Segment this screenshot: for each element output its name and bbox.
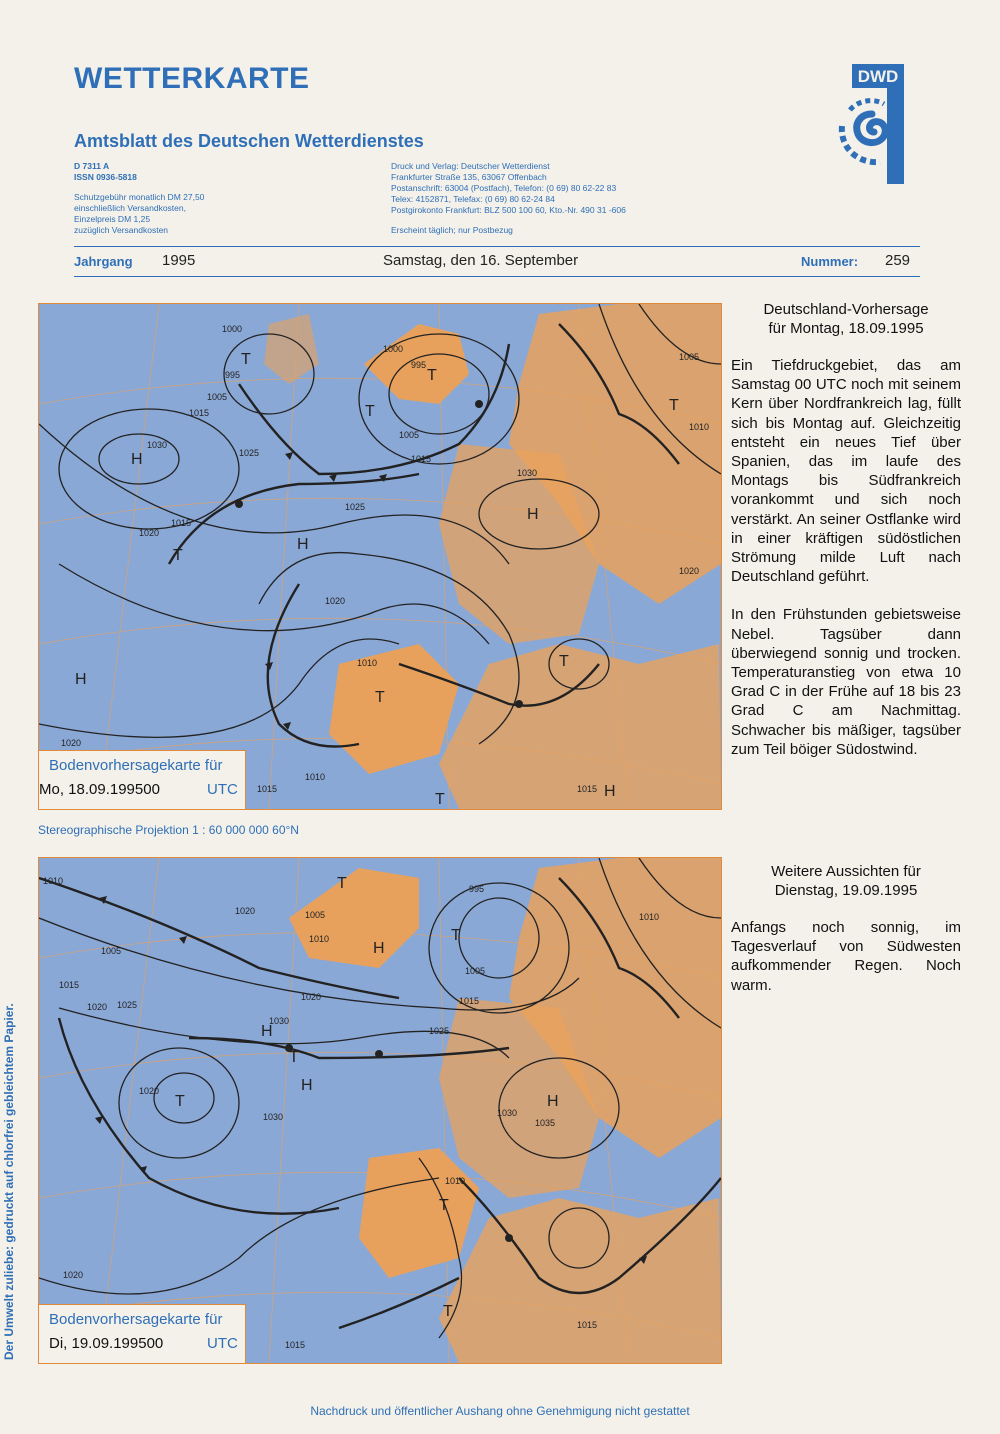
low-label: T — [173, 547, 183, 564]
high-label: H — [604, 783, 616, 800]
isobar-value: 1015 — [189, 408, 210, 418]
fee-info — [74, 192, 204, 236]
low-label: T — [443, 1303, 453, 1320]
isobar-value: 1020 — [139, 528, 160, 538]
cold-front-marker — [179, 936, 187, 944]
graticule-line — [99, 858, 159, 1363]
caption-time: 00 — [143, 781, 160, 798]
logo-bar — [887, 88, 904, 184]
isobar-value: 1015 — [577, 1320, 598, 1330]
publisher-line: Postanschrift: 63004 (Postfach), Telefon: (0 69) 80 62-22 83 — [391, 183, 617, 193]
logo-text: DWD — [857, 67, 899, 86]
isobar-value: 1005 — [679, 352, 700, 362]
isobar-value: 1015 — [459, 996, 480, 1006]
isobar-value: 1010 — [445, 1176, 466, 1186]
forecast-map-monday — [38, 303, 722, 810]
low-label: T — [451, 927, 461, 944]
issue-rule — [74, 276, 920, 277]
isobar-value: 995 — [225, 370, 241, 380]
masthead-subtitle: Amtsblatt des Deutschen Wetterdienstes — [74, 131, 424, 151]
warm-front-marker — [515, 700, 523, 708]
isobar-value: 1010 — [43, 876, 64, 886]
caption-utc: UTC — [207, 781, 238, 798]
isobar-value: 1005 — [465, 966, 486, 976]
issue-line — [74, 252, 920, 274]
isobar-value: 1020 — [87, 1002, 108, 1012]
low-label: T — [427, 367, 437, 384]
publisher-line: Druck und Verlag: Deutscher Wetterdienst — [391, 161, 550, 171]
fee-line: zuzüglich Versandkosten — [74, 225, 169, 235]
masthead-title: WETTERKARTE — [74, 62, 310, 95]
isobar-value: 1025 — [117, 1000, 138, 1010]
high-label: H — [547, 1093, 559, 1110]
outlook-paragraph: Anfangs noch sonnig, im Tagesverlauf von Südwesten aufkommender Regen. Noch warm. — [731, 919, 961, 994]
high-label: H — [297, 536, 309, 553]
caption-title: Bodenvorhersagekarte für — [49, 1311, 223, 1328]
isobar-value: 1030 — [263, 1112, 284, 1122]
forecast-paragraph: In den Frühstunden gebietsweise Nebel. Tagsüber dann überwiegend sonnig und trocken. Temperaturanstieg von etwa 10 Grad C in der Frühe auf 18 bis 23 Grad C am Nachmittag. Schwacher bis mäßiger, tagsüber zum Teil böiger Südostwind. — [731, 606, 961, 758]
caption-date — [49, 1335, 163, 1352]
projection-note: Stereographische Projektion 1 : 60 000 000 60°N — [38, 823, 299, 837]
low-label: T — [439, 1197, 449, 1214]
isobar-value: 1015 — [577, 784, 598, 794]
high-label: H — [527, 506, 539, 523]
warm-front-marker — [505, 1234, 513, 1242]
graticule-line — [269, 858, 299, 1363]
low-label: T — [175, 1093, 185, 1110]
caption-date-value: Di, 19.09.1995 — [49, 1335, 147, 1352]
isobar-value: 1020 — [139, 1086, 160, 1096]
outlook-heading-line: Dienstag, 19.09.1995 — [774, 882, 918, 899]
eco-note: Der Umwelt zuliebe: gedruckt auf chlorfrei gebleichtem Papier. — [2, 1003, 16, 1360]
volume-value: 1995 — [162, 252, 196, 269]
isobar-value: 995 — [411, 360, 427, 370]
isobar-value: 1030 — [147, 440, 168, 450]
caption-title: Bodenvorhersagekarte für — [49, 757, 223, 774]
isobar-value: 1000 — [222, 324, 243, 334]
dwd-logo-graphic — [822, 64, 922, 188]
map-graphic — [39, 304, 721, 809]
warm-front-marker — [235, 500, 243, 508]
publisher-line: Frankfurter Straße 135, 63067 Offenbach — [391, 172, 547, 182]
outlook-heading-line: Weitere Aussichten für — [771, 863, 921, 880]
low-label: T — [435, 791, 445, 808]
isobar — [39, 424, 509, 564]
outlook-column — [731, 862, 961, 995]
isobar-value: 1010 — [305, 772, 326, 782]
low-label: T — [365, 403, 375, 420]
isobar-value: 1020 — [235, 906, 256, 916]
isobar-value: 1020 — [63, 1270, 84, 1280]
isobar-value: 1005 — [305, 910, 326, 920]
publisher-line: Postgirokonto Frankfurt: BLZ 500 100 60, Kto.-Nr. 490 31 -606 — [391, 205, 626, 215]
land-iberia — [359, 1148, 479, 1278]
isobar-value: 1010 — [639, 912, 660, 922]
caption-utc: UTC — [207, 1335, 238, 1352]
high-label: H — [131, 451, 143, 468]
isobar-value: 1025 — [429, 1026, 450, 1036]
header-rule — [74, 246, 920, 247]
outlook-heading — [731, 862, 961, 900]
isobar — [59, 409, 239, 529]
isobar-value: 1010 — [309, 934, 330, 944]
forecast-paragraph: Ein Tiefdruckgebiet, das am Samstag 00 UTC noch mit seinem Kern über Nordfrankreich lag, füllt sich bis Montag auf. Gleichzeitig entsteht ein neues Tief über Spanien, das im laufe des Montags bis Südfrankreich vorankommt und sich noch verstärkt. An seiner Ostflanke wird in einer kräftigen südöstlichen Strömung milde Luft nach Deutschland geführt. — [731, 357, 961, 586]
fee-line: Schutzgebühr monatlich DM 27,50 — [74, 192, 205, 202]
map-caption — [39, 750, 246, 809]
isobar-value: 1030 — [497, 1108, 518, 1118]
land-iberia — [329, 644, 459, 774]
graticule-line — [99, 304, 159, 809]
isobar-value: 1005 — [101, 946, 122, 956]
high-label: H — [75, 671, 87, 688]
isobar-value: 1030 — [517, 468, 538, 478]
isobar-value: 1020 — [301, 992, 322, 1002]
warm-front-marker — [475, 400, 483, 408]
isobar-value: 1005 — [399, 430, 420, 440]
publisher-line: Telex: 4152871, Telefax: (0 69) 80 62-24 84 — [391, 194, 555, 204]
id-line: D 7311 A — [74, 161, 110, 171]
low-label: T — [375, 689, 385, 706]
isobar-value: 1025 — [345, 502, 366, 512]
isobar-value: 1020 — [679, 566, 700, 576]
isobar-value: 1020 — [325, 596, 346, 606]
publisher-info — [391, 161, 626, 216]
isobar-value: 1010 — [689, 422, 710, 432]
footer-note: Nachdruck und öffentlicher Aushang ohne Genehmigung nicht gestattet — [310, 1404, 690, 1418]
cold-front-marker — [329, 474, 337, 482]
high-label: H — [301, 1077, 313, 1094]
fee-line: einschließlich Versandkosten, — [74, 203, 186, 213]
caption-date — [39, 781, 160, 798]
caption-time: 00 — [146, 1335, 164, 1352]
isobar-value: 1005 — [207, 392, 228, 402]
isobar-value: 1035 — [535, 1118, 556, 1128]
low-label: T — [669, 397, 679, 414]
isobar-value: 1015 — [285, 1340, 306, 1350]
issue-date: Samstag, den 16. September — [383, 252, 579, 269]
low-label: T — [241, 351, 251, 368]
forecast-heading — [731, 300, 961, 338]
publication-ids — [74, 161, 137, 183]
isobar-value: 1015 — [257, 784, 278, 794]
low-label: T — [337, 875, 347, 892]
isobar-value: 1010 — [357, 658, 378, 668]
front-line — [169, 474, 419, 564]
forecast-column — [731, 300, 961, 759]
isobar-value: 995 — [469, 884, 485, 894]
issn-line: ISSN 0936-5818 — [74, 172, 137, 182]
isobar-value: 1025 — [239, 448, 260, 458]
frequency-note: Erscheint täglich; nur Postbezug — [391, 225, 513, 235]
volume-label: Jahrgang — [74, 254, 133, 269]
cold-front-marker — [285, 452, 293, 460]
caption-date-value: Mo, 18.09.1995 — [39, 781, 144, 798]
cold-front-marker — [95, 1116, 103, 1124]
high-label: H — [261, 1023, 273, 1040]
number-label: Nummer: — [801, 254, 859, 269]
fee-line: Einzelpreis DM 1,25 — [74, 214, 151, 224]
map-graphic — [39, 858, 721, 1363]
cold-front-marker — [265, 662, 273, 670]
high-label: H — [373, 940, 385, 957]
isobar-value: 1030 — [269, 1016, 290, 1026]
isobar-value: 1015 — [411, 454, 432, 464]
number-value: 259 — [885, 252, 911, 269]
dwd-logo — [822, 64, 922, 188]
low-label: T — [559, 653, 569, 670]
forecast-map-tuesday — [38, 857, 722, 1364]
front-line — [59, 1018, 339, 1214]
warm-front-marker — [375, 1050, 383, 1058]
map-caption — [39, 1304, 246, 1363]
logo-top-swirl — [850, 101, 884, 110]
isobar-value: 1000 — [383, 344, 404, 354]
forecast-heading-line: Deutschland-Vorhersage — [763, 301, 929, 318]
isobar-value: 1015 — [59, 980, 80, 990]
isobar-value: 1020 — [61, 738, 82, 748]
logo-swirl — [857, 114, 886, 143]
isobar-value: 1015 — [171, 518, 192, 528]
land-iceland — [264, 314, 319, 384]
forecast-heading-line: für Montag, 18.09.1995 — [768, 320, 924, 337]
low-label: T — [289, 1049, 299, 1066]
